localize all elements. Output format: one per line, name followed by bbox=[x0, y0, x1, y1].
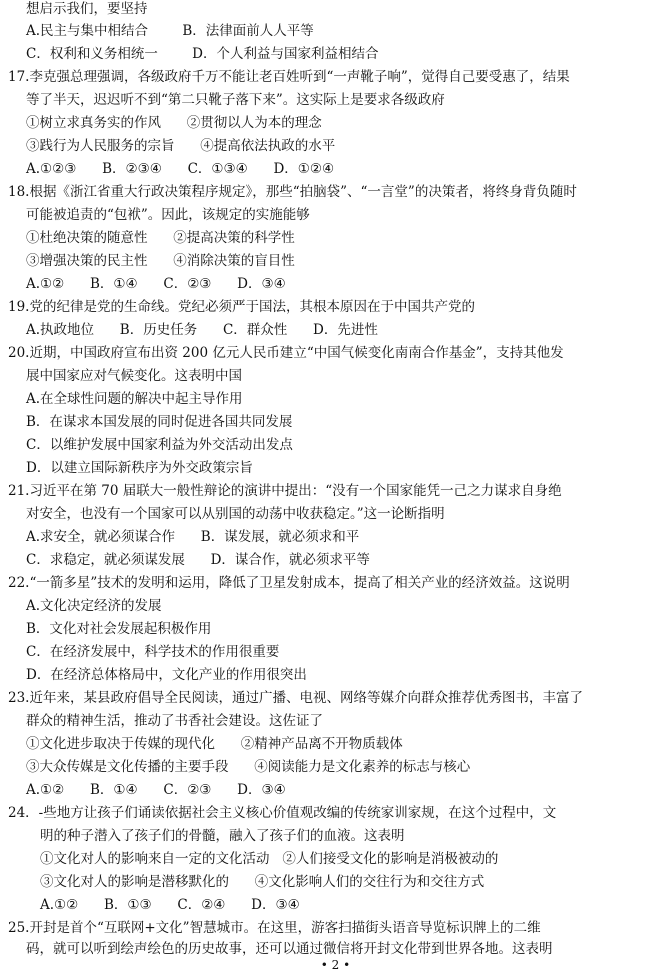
statement-line: ①文化对人的影响来自一定的文化活动 ②人们接受文化的影响是消极被动的 bbox=[40, 851, 499, 867]
text-line: 想启示我们，要坚持 bbox=[26, 1, 148, 17]
question-20-stem: 展中国家应对气候变化。这表明中国 bbox=[26, 368, 242, 384]
option-line: C．权利和义务相统一 D．个人利益与国家利益相结合 bbox=[26, 46, 379, 62]
option-line: D．以建立国际新秩序为外交政策宗旨 bbox=[26, 460, 253, 476]
option-line: A.在全球性问题的解决中起主导作用 bbox=[26, 391, 243, 407]
statement-line: ③大众传媒是文化传播的主要手段 ④阅读能力是文化素养的标志与核心 bbox=[26, 759, 471, 775]
question-18-stem: 18.根据《浙江省重大行政决策程序规定》，那些“拍脑袋”、“一言堂”的决策者，将终身背负随时 bbox=[8, 184, 577, 200]
option-line: C．在经济发展中，科学技术的作用很重要 bbox=[26, 644, 280, 660]
question-20-stem: 20.近期，中国政府宣布出资 200 亿元人民币建立“中国气候变化南南合作基金”，支持其他发 bbox=[8, 345, 564, 361]
option-line: A.求安全，就必须谋合作 B．谋发展，就必须求和平 bbox=[26, 529, 360, 545]
option-line: A.①② B．①④ C．②③ D．③④ bbox=[26, 276, 286, 292]
option-line: A.文化决定经济的发展 bbox=[26, 598, 162, 614]
statement-line: ③文化对人的影响是潜移默化的 ④文化影响人们的交往行为和交往方式 bbox=[40, 874, 485, 890]
question-25-stem: 25.开封是首个“互联网+文化”智慧城市。在这里，游客扫描街头语音导览标识牌上的二维 bbox=[8, 920, 541, 936]
option-line: A.①② B．①④ C．②③ D．③④ bbox=[26, 782, 286, 798]
statement-line: ③践行为人民服务的宗旨 ④提高依法执政的水平 bbox=[26, 138, 336, 154]
statement-line: ①杜绝决策的随意性 ②提高决策的科学性 bbox=[26, 230, 295, 246]
question-17-stem: 17.李克强总理强调，各级政府千万不能让老百姓听到“一声靴子响”，觉得自己要受惠了，结果 bbox=[8, 69, 570, 85]
option-line: A.执政地位 B．历史任务 C．群众性 D．先进性 bbox=[26, 322, 378, 338]
option-line: A.①②③ B．②③④ C．①③④ D．①②④ bbox=[26, 161, 335, 177]
statement-line: ①树立求真务实的作风 ②贯彻以人为本的理念 bbox=[26, 115, 322, 131]
option-line: B．文化对社会发展起积极作用 bbox=[26, 621, 212, 637]
option-line: A.民主与集中相结合 B．法律面前人人平等 bbox=[26, 23, 314, 39]
option-line: C．以维护发展中国家利益为外交活动出发点 bbox=[26, 437, 293, 453]
option-line: A.①② B．①③ C．②④ D．③④ bbox=[40, 897, 300, 913]
statement-line: ①文化进步取决于传媒的现代化 ②精神产品离不开物质载体 bbox=[26, 736, 403, 752]
question-22-stem: 22.“一箭多星”技术的发明和运用，降低了卫星发射成本，提高了相关产业的经济效益。这说明 bbox=[8, 575, 570, 591]
question-21-stem: 21.习近平在第 70 届联大一般性辩论的演讲中提出：“没有一个国家能凭一己之力谋求自身绝 bbox=[8, 483, 562, 499]
question-24-stem: 24．-些地方让孩子们诵读依据社会主义核心价值观改编的传统家训家规，在这个过程中，文 bbox=[8, 805, 557, 821]
question-21-stem: 对安全，也没有一个国家可以从别国的动荡中收获稳定。”这一论断指明 bbox=[26, 506, 445, 522]
question-24-stem: 明的种子潜入了孩子们的骨髓，融入了孩子们的血液。这表明 bbox=[40, 828, 405, 844]
question-18-stem: 可能被追责的“包袱”。因此，该规定的实施能够 bbox=[26, 207, 310, 223]
statement-line: ③增强决策的民主性 ④消除决策的盲目性 bbox=[26, 253, 295, 269]
question-23-stem: 群众的精神生活，推动了书香社会建设。这佐证了 bbox=[26, 713, 323, 729]
question-17-stem: 等了半天，迟迟听不到“第二只靴子落下来”。这实际上是要求各级政府 bbox=[26, 92, 445, 108]
option-line: C．求稳定，就必须谋发展 D．谋合作，就必须求平等 bbox=[26, 552, 370, 568]
option-line: D．在经济总体格局中，文化产业的作用很突出 bbox=[26, 667, 307, 683]
option-line: B．在谋求本国发展的同时促进各国共同发展 bbox=[26, 414, 293, 430]
question-23-stem: 23.近年来，某县政府倡导全民阅读，通过广播、电视、网络等媒介向群众推荐优秀图书，丰富了 bbox=[8, 690, 583, 706]
page-number: • 2 • bbox=[320, 958, 351, 972]
question-19-stem: 19.党的纪律是党的生命线。党纪必须严于国法，其根本原因在于中国共产党的 bbox=[8, 299, 475, 315]
question-25-stem: 码，就可以听到绘声绘色的历史故事，还可以通过微信将开封文化带到世界各地。这表明 bbox=[26, 941, 553, 957]
